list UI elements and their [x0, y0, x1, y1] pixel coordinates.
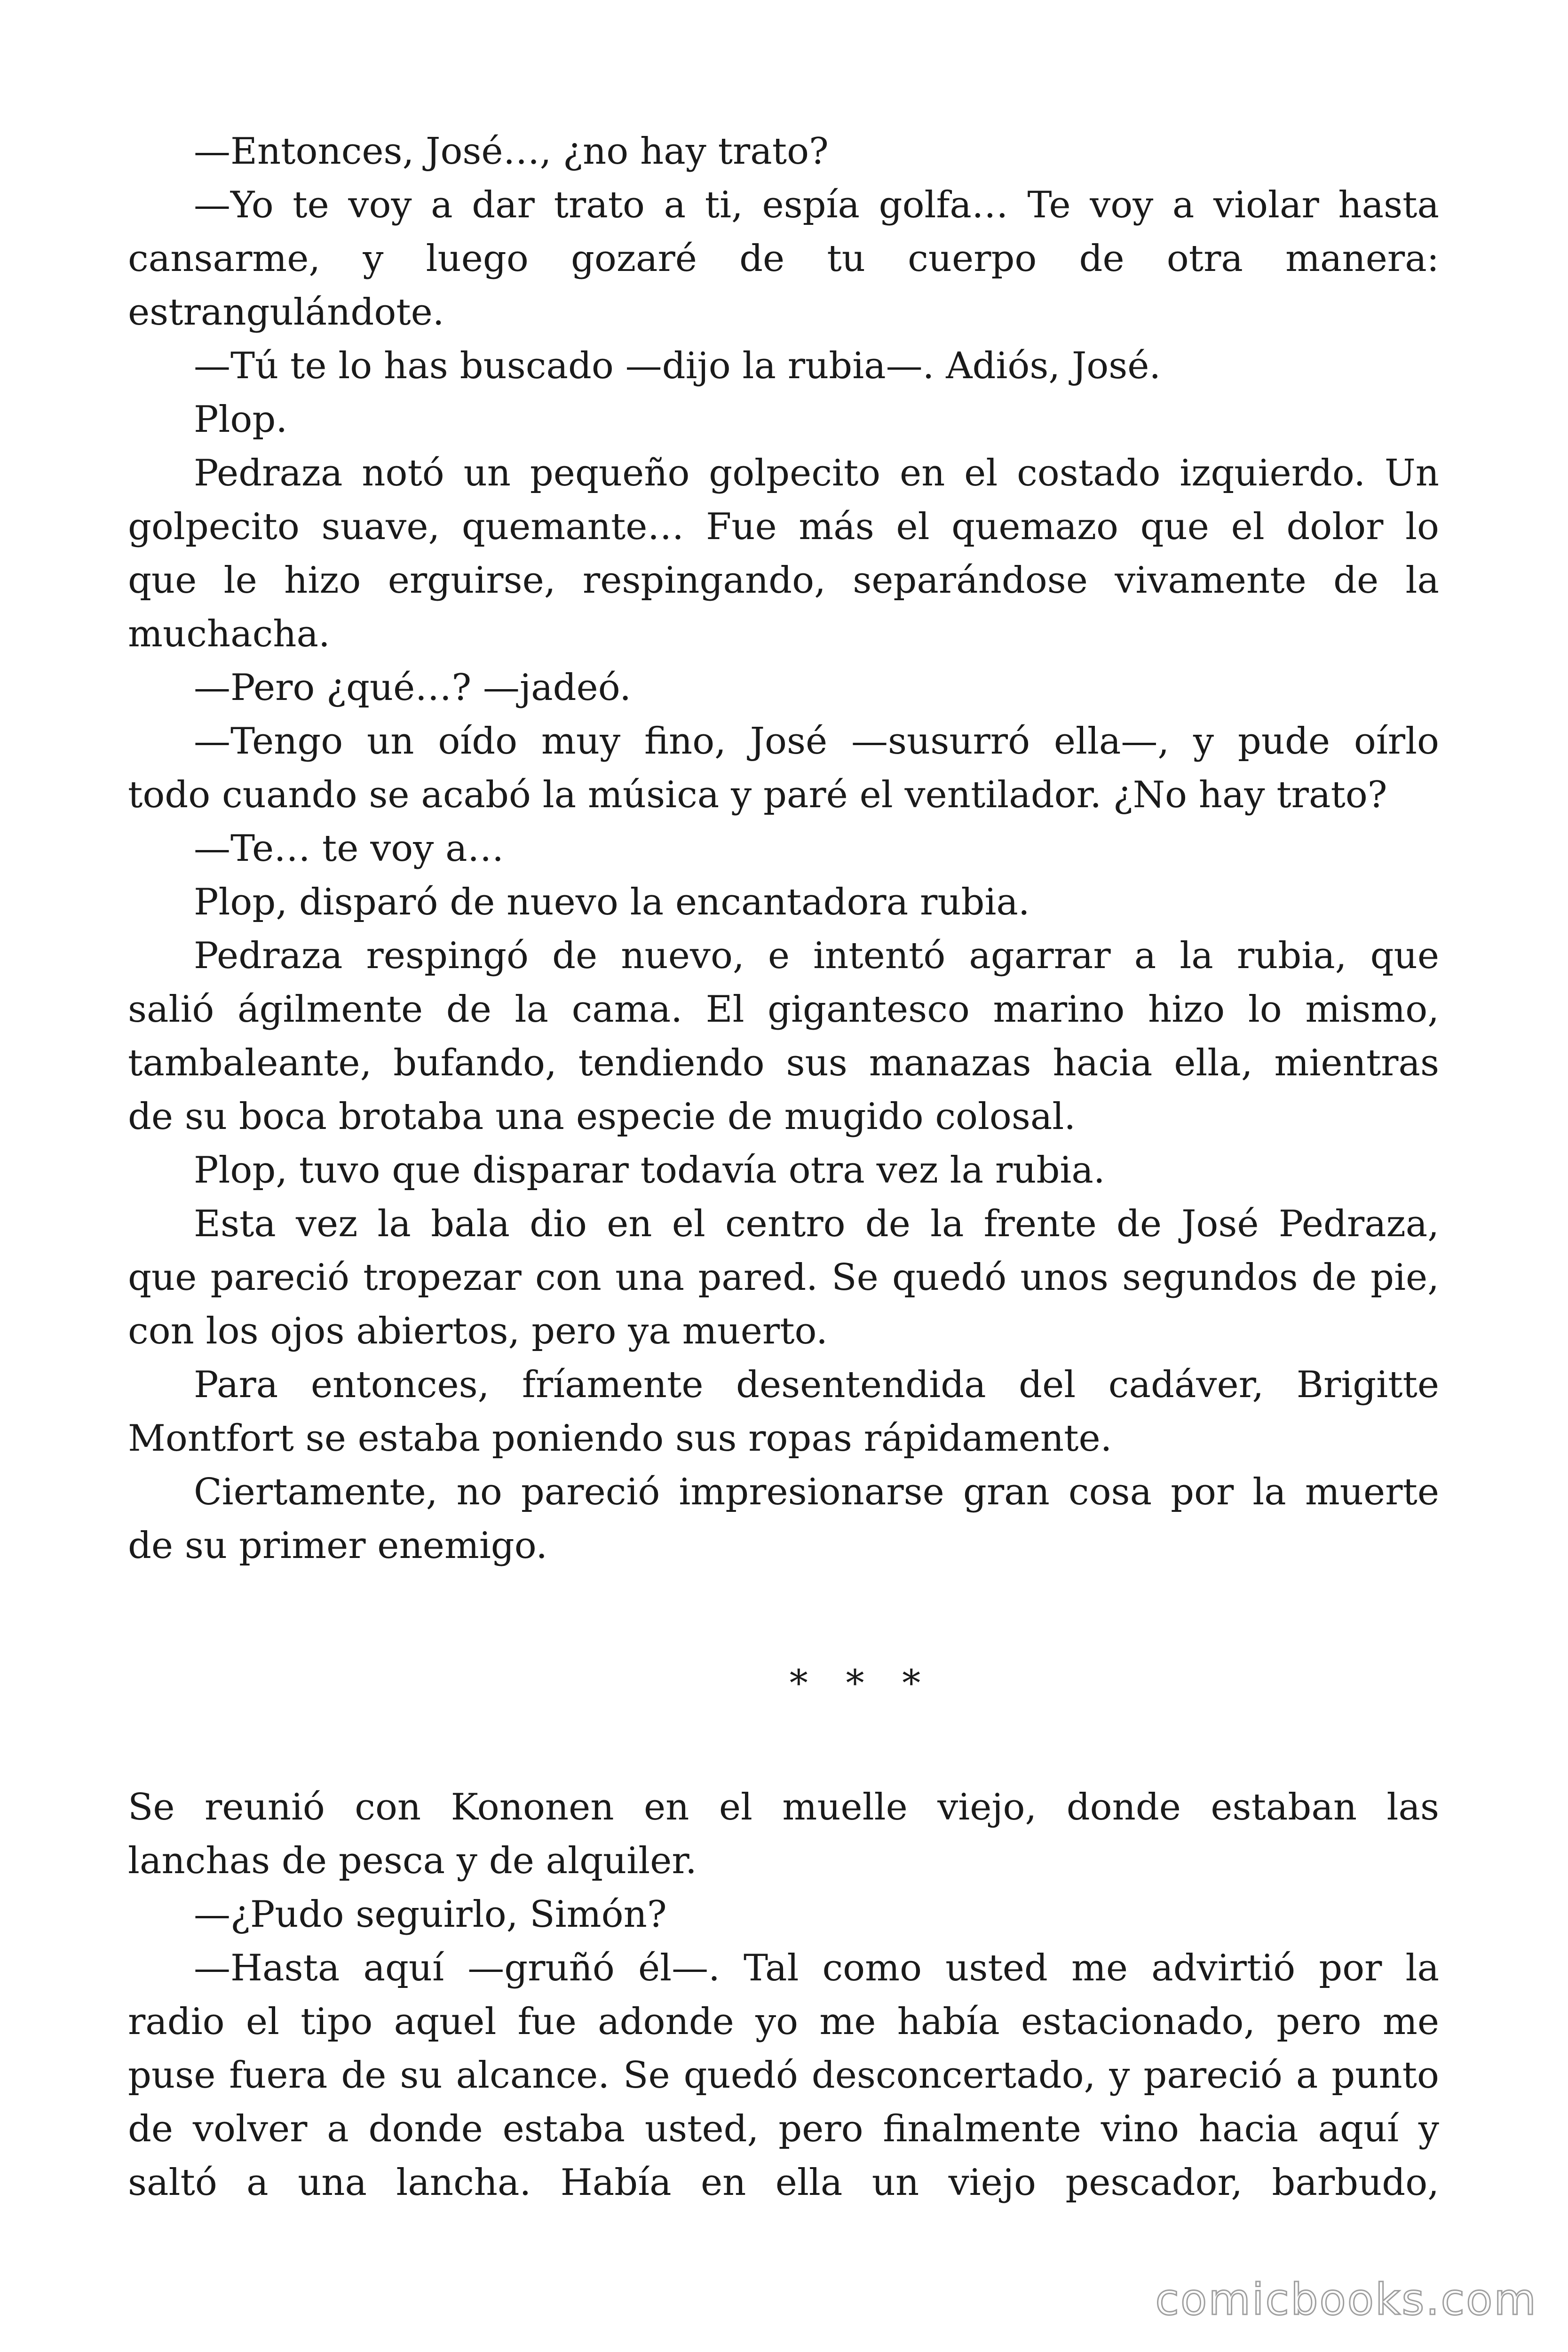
text-line: todo cuando se acabó la música y paré el ventilador. ¿No hay trato?: [128, 774, 1387, 816]
text-line: que le hizo erguirse, respingando, separándose vivamente de la: [128, 559, 1439, 602]
text-line: —Tú te lo has buscado —dijo la rubia—. Adiós, José.: [194, 345, 1161, 387]
text-line: tambaleante, bufando, tendiendo sus manazas hacia ella, mientras: [128, 1042, 1439, 1084]
text-line: lanchas de pesca y de alquiler.: [128, 1840, 697, 1882]
text-line: Pedraza respingó de nuevo, e intentó agarrar a la rubia, que: [194, 935, 1439, 977]
text-line: puse fuera de su alcance. Se quedó desconcertado, y pareció a punto: [128, 2054, 1439, 2097]
text-line: —Te… te voy a…: [194, 827, 504, 870]
text-block-upper: [128, 125, 1439, 1573]
text-line: Esta vez la bala dio en el centro de la frente de José Pedraza,: [194, 1203, 1439, 1245]
text-line: de su boca brotaba una especie de mugido colosal.: [128, 1096, 1076, 1138]
text-line: saltó a una lancha. Había en ella un viejo pescador, barbudo,: [128, 2161, 1439, 2204]
text-line: radio el tipo aquel fue adonde yo me había estacionado, pero me: [128, 2001, 1439, 2043]
section-separator: * * *: [789, 1662, 934, 1705]
text-line: Pedraza notó un pequeño golpecito en el costado izquierdo. Un: [194, 452, 1439, 494]
text-line: que pareció tropezar con una pared. Se quedó unos segundos de pie,: [128, 1256, 1439, 1299]
text-line: muchacha.: [128, 613, 330, 655]
text-line: —Hasta aquí —gruñó él—. Tal como usted me advirtió por la: [194, 1947, 1439, 1989]
text-line: —Tengo un oído muy fino, José —susurró ella—, y pude oírlo: [194, 720, 1439, 763]
text-line: Montfort se estaba poniendo sus ropas rápidamente.: [128, 1417, 1112, 1460]
watermark-logo: comicbooks.com: [1155, 2274, 1537, 2325]
text-line: Se reunió con Kononen en el muelle viejo, donde estaban las: [128, 1786, 1439, 1828]
text-line: cansarme, y luego gozaré de tu cuerpo de otra manera:: [128, 238, 1439, 280]
text-line: Plop, disparó de nuevo la encantadora rubia.: [194, 881, 1030, 923]
text-line: de su primer enemigo.: [128, 1525, 548, 1567]
text-block-lower: [128, 1780, 1439, 2209]
text-line: Plop.: [194, 398, 288, 441]
text-line: Para entonces, fríamente desentendida del cadáver, Brigitte: [194, 1364, 1439, 1406]
text-line: Plop, tuvo que disparar todavía otra vez la rubia.: [194, 1149, 1105, 1192]
text-line: Ciertamente, no pareció impresionarse gran cosa por la muerte: [194, 1471, 1439, 1513]
text-line: —¿Pudo seguirlo, Simón?: [194, 1893, 667, 1936]
text-line: estrangulándote.: [128, 291, 444, 334]
text-line: —Entonces, José…, ¿no hay trato?: [194, 130, 829, 173]
text-line: —Yo te voy a dar trato a ti, espía golfa… Te voy a violar hasta: [194, 184, 1439, 226]
text-line: —Pero ¿qué…? —jadeó.: [194, 667, 632, 709]
text-line: salió ágilmente de la cama. El gigantesco marino hizo lo mismo,: [128, 988, 1439, 1031]
text-line: golpecito suave, quemante… Fue más el quemazo que el dolor lo: [128, 506, 1439, 548]
text-line: de volver a donde estaba usted, pero finalmente vino hacia aquí y: [128, 2108, 1439, 2150]
text-line: con los ojos abiertos, pero ya muerto.: [128, 1310, 828, 1352]
